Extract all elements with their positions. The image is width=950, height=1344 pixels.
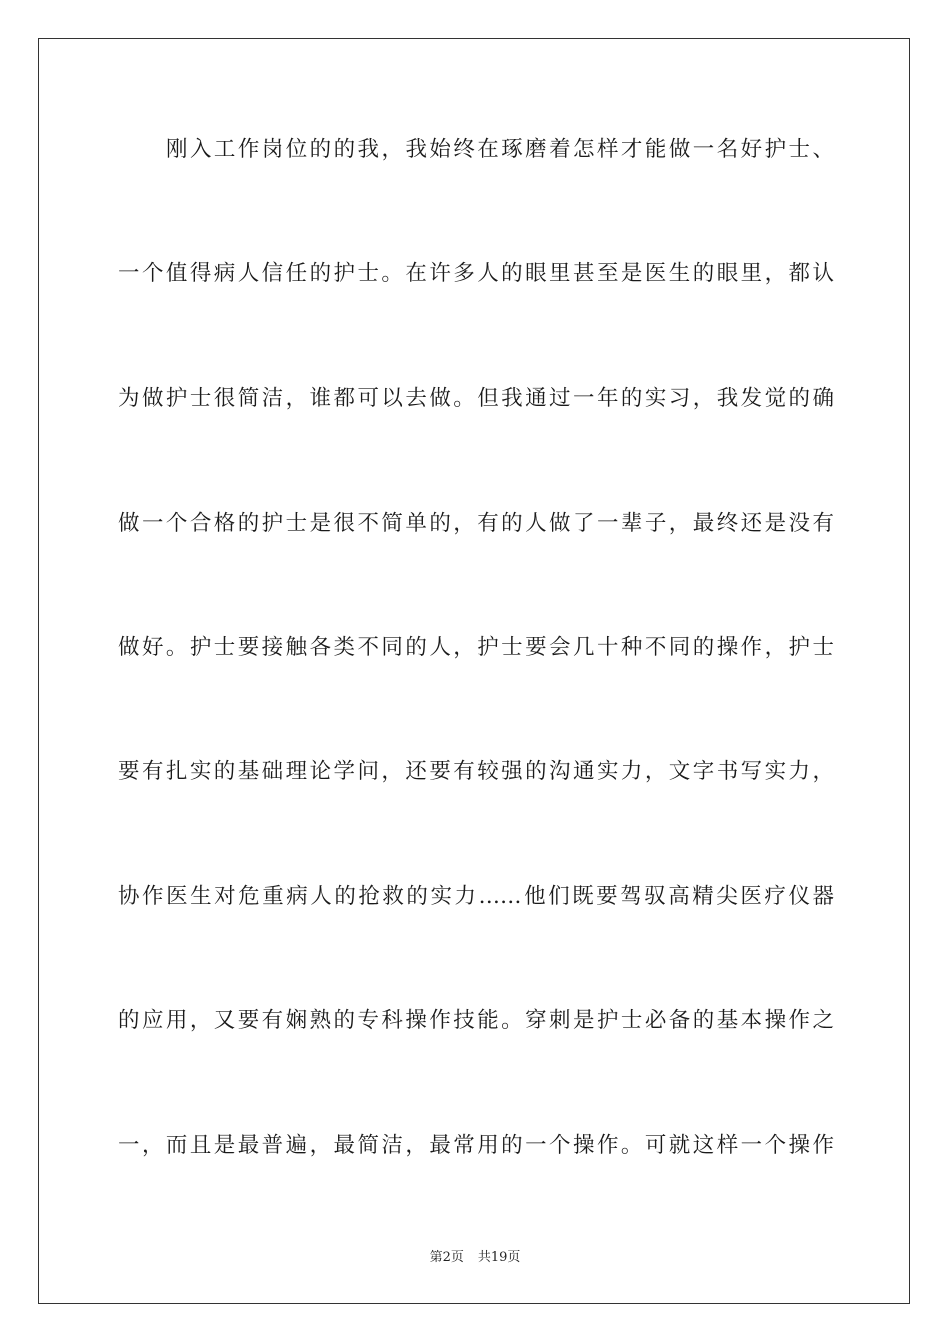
text-line: 要有扎实的基础理论学问，还要有较强的沟通实力，文字书写实力， xyxy=(118,759,834,784)
page-number: 第2页 xyxy=(429,1250,464,1265)
text-line: 一个值得病人信任的护士。在许多人的眼里甚至是医生的眼里，都认 xyxy=(118,261,834,286)
text-line: 协作医生对危重病人的抢救的实力……他们既要驾驭高精尖医疗仪器 xyxy=(118,884,834,909)
page-frame xyxy=(38,38,910,1304)
text-line: 为做护士很简洁，谁都可以去做。但我通过一年的实习，我发觉的确 xyxy=(118,386,834,411)
text-line: 的应用，又要有娴熟的专科操作技能。穿刺是护士必备的基本操作之 xyxy=(118,1008,834,1033)
text-line: 做一个合格的护士是很不简单的，有的人做了一辈子，最终还是没有 xyxy=(118,511,834,536)
text-line: 一，而且是最普遍，最简洁，最常用的一个操作。可就这样一个操作 xyxy=(118,1133,834,1158)
page-total: 共19页 xyxy=(477,1250,521,1265)
text-line: 做好。护士要接触各类不同的人，护士要会几十种不同的操作，护士 xyxy=(118,635,834,660)
text-line: 刚入工作岗位的的我，我始终在琢磨着怎样才能做一名好护士、 xyxy=(166,137,834,162)
page-footer xyxy=(0,1246,950,1265)
